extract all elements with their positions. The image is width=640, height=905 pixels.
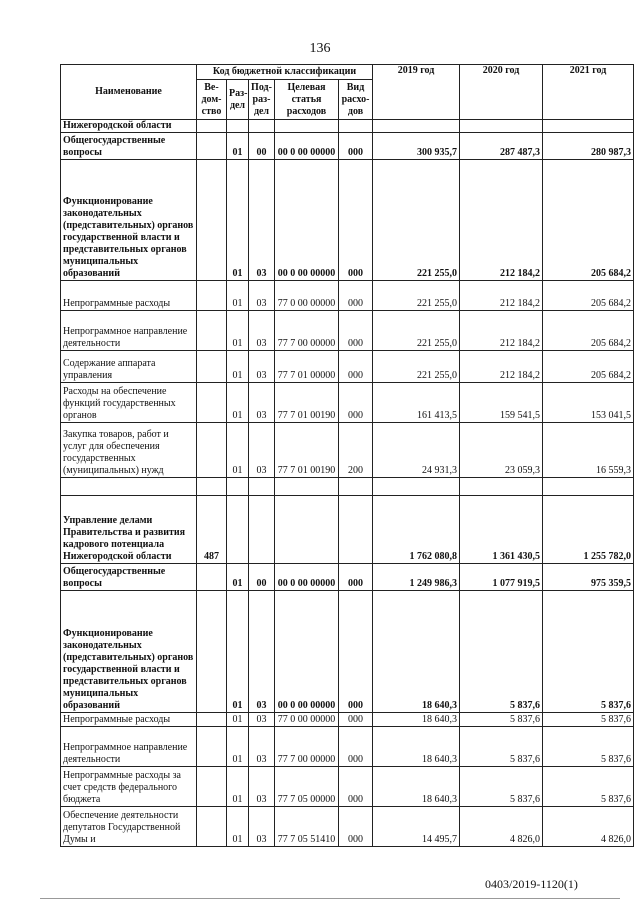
row-target xyxy=(275,120,339,133)
row-2020: 5 837,6 xyxy=(460,713,543,727)
row-2020: 212 184,2 xyxy=(460,160,543,281)
row-name: Функционирование законодательных (представительных) органов государственной власти и представительных органов муниципальных образований xyxy=(61,160,197,281)
row-2019: 14 495,7 xyxy=(373,807,460,847)
row-razdel xyxy=(227,496,249,564)
row-2021: 975 359,5 xyxy=(543,564,634,591)
row-vid: 000 xyxy=(339,767,373,807)
row-razdel: 01 xyxy=(227,591,249,713)
row-2020: 4 826,0 xyxy=(460,807,543,847)
row-razdel: 01 xyxy=(227,160,249,281)
row-ved xyxy=(197,591,227,713)
row-podrazdel xyxy=(249,120,275,133)
row-target xyxy=(275,478,339,496)
table-row xyxy=(61,133,634,160)
row-ved xyxy=(197,423,227,478)
table-row xyxy=(61,351,634,383)
document-code: 0403/2019-1120(1) xyxy=(485,877,578,891)
row-target: 77 7 00 00000 xyxy=(275,727,339,767)
row-2019 xyxy=(373,478,460,496)
row-2021: 5 837,6 xyxy=(543,591,634,713)
row-2019: 18 640,3 xyxy=(373,591,460,713)
row-vid: 000 xyxy=(339,281,373,311)
row-podrazdel xyxy=(249,478,275,496)
row-ved xyxy=(197,564,227,591)
row-vid: 000 xyxy=(339,591,373,713)
table-row xyxy=(61,713,634,727)
row-name: Функционирование законодательных (представительных) органов государственной власти и представительных органов муниципальных образований xyxy=(61,591,197,713)
row-ved xyxy=(197,311,227,351)
row-2020: 212 184,2 xyxy=(460,311,543,351)
row-2021: 153 041,5 xyxy=(543,383,634,423)
row-2019: 24 931,3 xyxy=(373,423,460,478)
row-name: Закупка товаров, работ и услуг для обеспечения государственных (муниципальных) нужд xyxy=(61,423,197,478)
table-row xyxy=(61,591,634,713)
row-podrazdel: 03 xyxy=(249,160,275,281)
row-vid: 000 xyxy=(339,383,373,423)
row-razdel: 01 xyxy=(227,133,249,160)
row-target: 00 0 00 00000 xyxy=(275,564,339,591)
row-2019: 161 413,5 xyxy=(373,383,460,423)
table-row xyxy=(61,478,634,496)
row-podrazdel: 03 xyxy=(249,383,275,423)
row-target: 77 7 00 00000 xyxy=(275,311,339,351)
row-razdel: 01 xyxy=(227,564,249,591)
row-podrazdel: 03 xyxy=(249,713,275,727)
row-2021: 205 684,2 xyxy=(543,160,634,281)
row-2019: 221 255,0 xyxy=(373,351,460,383)
row-name: Расходы на обеспечение функций государственных органов xyxy=(61,383,197,423)
row-2020: 287 487,3 xyxy=(460,133,543,160)
row-razdel: 01 xyxy=(227,383,249,423)
row-target: 77 0 00 00000 xyxy=(275,281,339,311)
row-2019: 300 935,7 xyxy=(373,133,460,160)
row-podrazdel: 03 xyxy=(249,351,275,383)
bottom-divider xyxy=(40,898,620,899)
table-row xyxy=(61,311,634,351)
row-2019: 18 640,3 xyxy=(373,767,460,807)
page-number: 136 xyxy=(309,41,331,56)
row-2021: 16 559,3 xyxy=(543,423,634,478)
row-2021: 1 255 782,0 xyxy=(543,496,634,564)
table-row xyxy=(61,727,634,767)
row-target: 00 0 00 00000 xyxy=(275,591,339,713)
row-razdel: 01 xyxy=(227,727,249,767)
row-podrazdel: 03 xyxy=(249,591,275,713)
row-podrazdel: 03 xyxy=(249,727,275,767)
row-target: 77 0 00 00000 xyxy=(275,713,339,727)
table-row xyxy=(61,120,634,133)
row-vid: 000 xyxy=(339,807,373,847)
row-2021 xyxy=(543,120,634,133)
row-razdel: 01 xyxy=(227,807,249,847)
row-ved xyxy=(197,160,227,281)
row-ved xyxy=(197,713,227,727)
header-code-group: Код бюджетной классификации xyxy=(197,65,373,80)
row-target: 77 7 01 00190 xyxy=(275,423,339,478)
row-razdel: 01 xyxy=(227,423,249,478)
row-podrazdel: 03 xyxy=(249,281,275,311)
header-razdel: Раз- дел xyxy=(227,80,249,120)
row-ved xyxy=(197,351,227,383)
header-2020: 2020 год xyxy=(460,65,543,120)
row-vid xyxy=(339,478,373,496)
row-2019: 1 762 080,8 xyxy=(373,496,460,564)
row-2020 xyxy=(460,120,543,133)
header-ved: Ве- дом- ство xyxy=(197,80,227,120)
row-vid xyxy=(339,120,373,133)
row-name: Обеспечение деятельности депутатов Государственной Думы и xyxy=(61,807,197,847)
row-vid: 000 xyxy=(339,133,373,160)
row-name: Общегосударственные вопросы xyxy=(61,133,197,160)
row-2020: 1 077 919,5 xyxy=(460,564,543,591)
row-razdel: 01 xyxy=(227,767,249,807)
row-vid: 200 xyxy=(339,423,373,478)
row-2021: 5 837,6 xyxy=(543,713,634,727)
row-2020: 5 837,6 xyxy=(460,591,543,713)
row-2020: 212 184,2 xyxy=(460,281,543,311)
row-2021: 5 837,6 xyxy=(543,767,634,807)
row-target: 77 7 01 00000 xyxy=(275,351,339,383)
row-2021: 4 826,0 xyxy=(543,807,634,847)
row-target: 77 7 01 00190 xyxy=(275,383,339,423)
row-2020: 212 184,2 xyxy=(460,351,543,383)
row-podrazdel: 00 xyxy=(249,564,275,591)
row-vid xyxy=(339,496,373,564)
row-target xyxy=(275,496,339,564)
table-row xyxy=(61,423,634,478)
row-name: Непрограммное направление деятельности xyxy=(61,311,197,351)
table-row xyxy=(61,564,634,591)
row-2021: 205 684,2 xyxy=(543,281,634,311)
row-vid: 000 xyxy=(339,351,373,383)
row-ved xyxy=(197,281,227,311)
row-podrazdel: 03 xyxy=(249,311,275,351)
header-podrazdel: Под- раз- дел xyxy=(249,80,275,120)
row-2019: 221 255,0 xyxy=(373,160,460,281)
row-2021: 280 987,3 xyxy=(543,133,634,160)
row-name: Непрограммные расходы за счет средств федерального бюджета xyxy=(61,767,197,807)
row-vid: 000 xyxy=(339,727,373,767)
row-target: 77 7 05 51410 xyxy=(275,807,339,847)
row-razdel xyxy=(227,478,249,496)
row-razdel: 01 xyxy=(227,311,249,351)
row-vid: 000 xyxy=(339,160,373,281)
row-target: 00 0 00 00000 xyxy=(275,160,339,281)
header-vid: Вид расхо- дов xyxy=(339,80,373,120)
header-2021: 2021 год xyxy=(543,65,634,120)
row-name: Нижегородской области xyxy=(61,120,197,133)
row-name: Общегосударственные вопросы xyxy=(61,564,197,591)
row-2020 xyxy=(460,478,543,496)
row-razdel: 01 xyxy=(227,281,249,311)
row-2020: 5 837,6 xyxy=(460,727,543,767)
row-vid: 000 xyxy=(339,713,373,727)
row-ved xyxy=(197,133,227,160)
row-podrazdel: 03 xyxy=(249,767,275,807)
row-razdel: 01 xyxy=(227,713,249,727)
row-podrazdel xyxy=(249,496,275,564)
row-target: 00 0 00 00000 xyxy=(275,133,339,160)
table-row xyxy=(61,281,634,311)
row-name xyxy=(61,478,197,496)
row-podrazdel: 03 xyxy=(249,423,275,478)
row-2019: 1 249 986,3 xyxy=(373,564,460,591)
row-2019 xyxy=(373,120,460,133)
row-target: 77 7 05 00000 xyxy=(275,767,339,807)
row-2019: 18 640,3 xyxy=(373,713,460,727)
row-name: Непрограммные расходы xyxy=(61,281,197,311)
table-row xyxy=(61,383,634,423)
row-2019: 221 255,0 xyxy=(373,311,460,351)
row-2020: 159 541,5 xyxy=(460,383,543,423)
row-name: Непрограммное направление деятельности xyxy=(61,727,197,767)
row-2021: 205 684,2 xyxy=(543,311,634,351)
header-name: Наименование xyxy=(61,65,197,120)
header-2019: 2019 год xyxy=(373,65,460,120)
row-2021 xyxy=(543,478,634,496)
row-name: Содержание аппарата управления xyxy=(61,351,197,383)
row-2019: 221 255,0 xyxy=(373,281,460,311)
row-ved xyxy=(197,478,227,496)
row-ved xyxy=(197,120,227,133)
row-ved xyxy=(197,807,227,847)
row-ved xyxy=(197,383,227,423)
row-podrazdel: 00 xyxy=(249,133,275,160)
table-row xyxy=(61,496,634,564)
table-row xyxy=(61,767,634,807)
row-2020: 23 059,3 xyxy=(460,423,543,478)
row-razdel: 01 xyxy=(227,351,249,383)
row-name: Непрограммные расходы xyxy=(61,713,197,727)
row-ved: 487 xyxy=(197,496,227,564)
table-row xyxy=(61,160,634,281)
row-name: Управление делами Правительства и развития кадрового потенциала Нижегородской области xyxy=(61,496,197,564)
row-razdel xyxy=(227,120,249,133)
header-target: Целевая статья расходов xyxy=(275,80,339,120)
budget-table xyxy=(60,64,634,847)
row-2021: 5 837,6 xyxy=(543,727,634,767)
row-podrazdel: 03 xyxy=(249,807,275,847)
row-2019: 18 640,3 xyxy=(373,727,460,767)
table-row xyxy=(61,807,634,847)
row-ved xyxy=(197,727,227,767)
row-2021: 205 684,2 xyxy=(543,351,634,383)
row-2020: 1 361 430,5 xyxy=(460,496,543,564)
row-2020: 5 837,6 xyxy=(460,767,543,807)
row-vid: 000 xyxy=(339,311,373,351)
row-vid: 000 xyxy=(339,564,373,591)
row-ved xyxy=(197,767,227,807)
